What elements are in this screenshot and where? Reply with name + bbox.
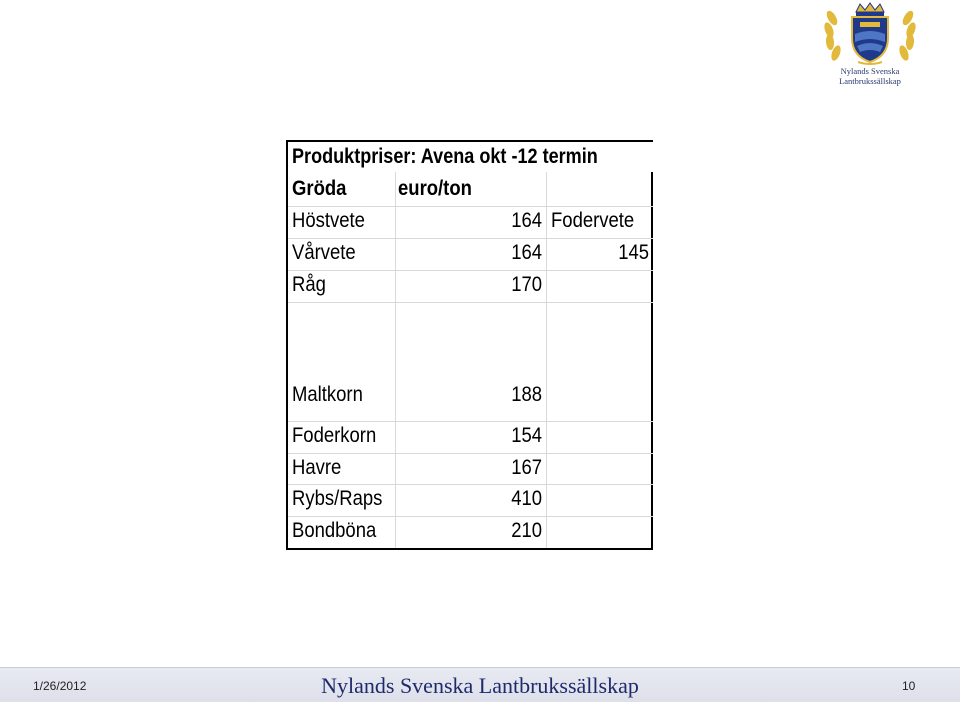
table-row-price: 210 xyxy=(511,519,542,542)
table-row-extra: Fodervete xyxy=(551,209,635,232)
table-row-price: 154 xyxy=(511,424,542,447)
header-price: euro/ton xyxy=(398,177,472,200)
logo-line-2: Lantbrukssällskap xyxy=(839,75,901,86)
table-row-price: 167 xyxy=(511,456,542,479)
table-row-price: 164 xyxy=(511,241,542,264)
table-row-price: 164 xyxy=(511,209,542,232)
table-row-crop: Maltkorn xyxy=(292,383,363,406)
table-row-price: 410 xyxy=(511,487,542,510)
header-crop: Gröda xyxy=(292,177,347,200)
footer-date: 1/26/2012 xyxy=(33,679,87,693)
table-row-price: 170 xyxy=(511,273,542,296)
table-row-crop: Höstvete xyxy=(292,209,365,232)
coat-of-arms-icon xyxy=(822,2,918,68)
table-title: Produktpriser: Avena okt -12 termin xyxy=(292,145,598,168)
table-row-crop: Bondböna xyxy=(292,519,377,542)
table-row-price: 188 xyxy=(511,383,542,406)
price-table xyxy=(286,140,653,550)
table-row-crop: Vårvete xyxy=(292,241,356,264)
organization-logo xyxy=(805,2,935,86)
table-row-crop: Råg xyxy=(292,273,326,296)
table-row-crop: Rybs/Raps xyxy=(292,487,383,510)
logo-line-1: Nylands Svenska xyxy=(840,66,900,76)
page-number: 10 xyxy=(902,679,916,693)
table-row-crop: Havre xyxy=(292,456,342,479)
table-row-crop: Foderkorn xyxy=(292,424,377,447)
table-row-extra: 145 xyxy=(618,241,649,264)
footer-title: Nylands Svenska Lantbrukssällskap xyxy=(321,673,639,698)
